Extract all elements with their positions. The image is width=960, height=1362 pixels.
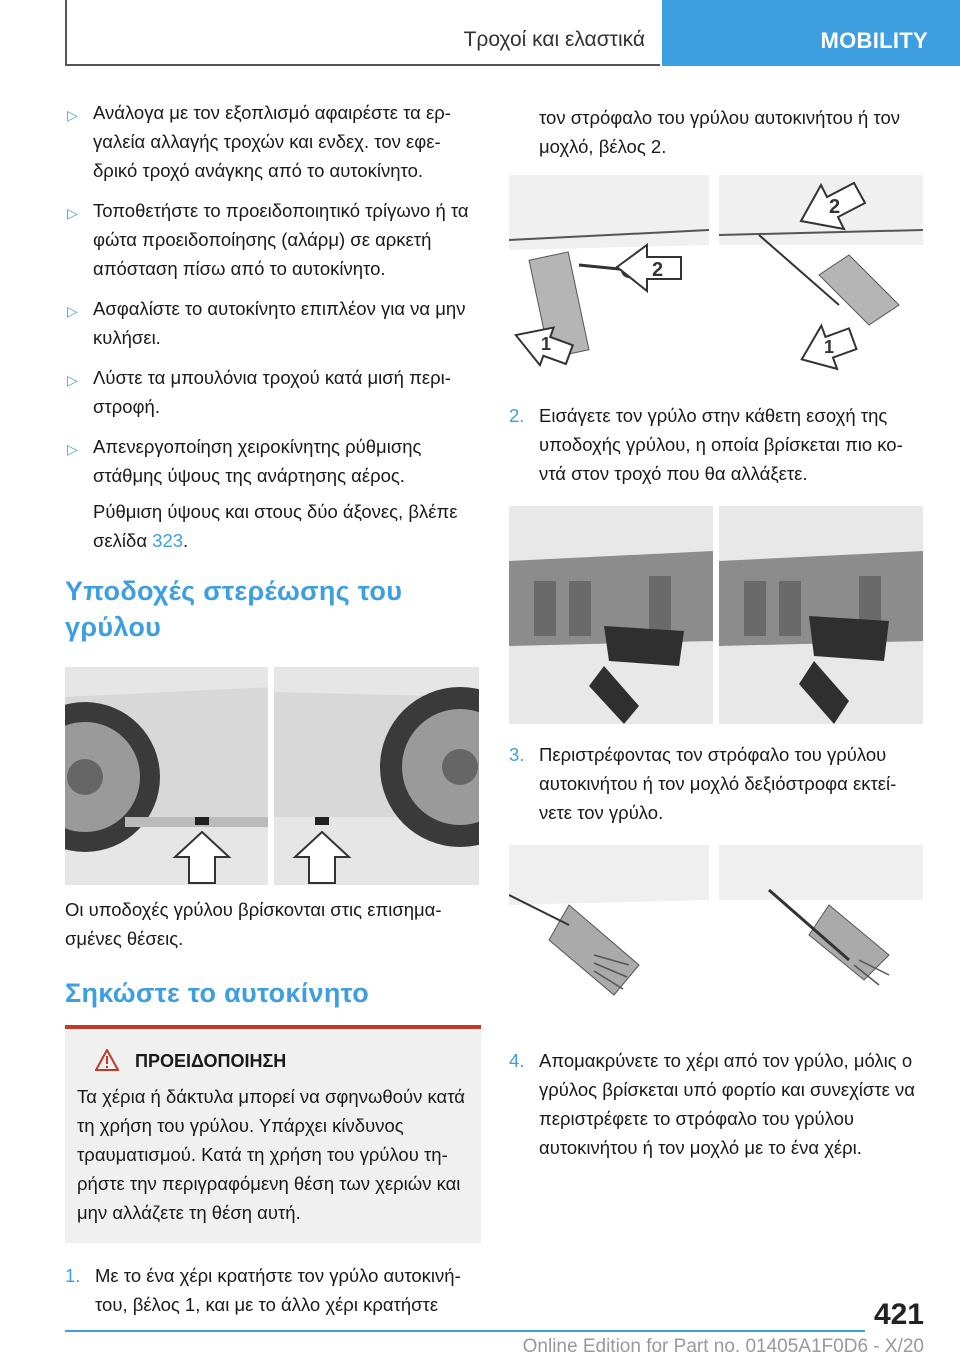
- see-page-note: Ρύθμιση ύψους και στους δύο άξονες, βλέπε σελίδα 323.: [93, 501, 458, 551]
- step-3: 3. Περιστρέφοντας τον στρόφαλο του γρύλου αυτοκινήτου ή τον μοχλό δεξιόστροφα εκτεί‐νετε τον γρύλο.: [509, 740, 925, 827]
- warning-text: Τα χέρια ή δάκτυλα μπορεί να σφηνωθούν κατά τη χρήση του γρύλου. Υπάρχει κίνδυνος τραυματισμού. Κατά τη χρήση του γρύλου τη‐ρήστε την περιγραφόμενη θέση των χεριών και μην αλλάζετε τη θέση αυτή.: [77, 1086, 465, 1223]
- bullet-triangle-icon: ▷: [67, 107, 78, 123]
- svg-text:2: 2: [829, 196, 841, 218]
- chapter-tab[interactable]: [662, 0, 960, 66]
- jack-extend-illustration: [509, 845, 923, 1030]
- chapter-tab-label: MOBILITY: [820, 28, 928, 53]
- heading-jack-points: Υποδοχές στερέωσης του γρύλου: [65, 576, 403, 642]
- left-column: [65, 98, 481, 1337]
- step-number: 4.: [509, 1050, 525, 1071]
- step-number: 2.: [509, 405, 525, 426]
- section-title: Τροχοί και ελαστικά: [463, 28, 645, 51]
- step-4: 4. Απομακρύνετε το χέρι από τον γρύλο, μόλις ο γρύλος βρίσκεται υπό φορτίο και συνεχίστε να περιστρέφετε το στρόφαλο του γρύλου αυτοκινήτου ή τον μοχλό με το ένα χέρι.: [509, 1046, 925, 1162]
- heading-lift-car: Σηκώστε το αυτοκίνητο: [65, 978, 370, 1008]
- jack-insert-illustration: [509, 506, 923, 724]
- right-column: [509, 103, 925, 1180]
- header-rule-horizontal: [65, 64, 660, 66]
- bullet-triangle-icon: ▷: [67, 441, 78, 457]
- warning-triangle-icon: [95, 1049, 119, 1071]
- edition-note: Online Edition for Part no. 01405A1F0D6 - X/20: [522, 1336, 924, 1357]
- bullet-triangle-icon: ▷: [67, 205, 78, 221]
- step-number: 3.: [509, 744, 525, 765]
- jack-arrows-illustration: [509, 175, 923, 385]
- step-1: 1. Με το ένα χέρι κρατήστε τον γρύλο αυτοκινή‐του, βέλος 1, και με το άλλο χέρι κρατήστε: [65, 1261, 481, 1319]
- footer-rule: [65, 1330, 865, 1332]
- page-header: [0, 0, 960, 66]
- svg-text:1: 1: [541, 334, 552, 354]
- step-2: 2. Εισάγετε τον γρύλο στην κάθετη εσοχή της υποδοχής γρύλου, η οποία βρίσκεται πιο κο‐ντά στον τροχό που θα αλλάξετε.: [509, 401, 925, 488]
- bullet-triangle-icon: ▷: [67, 372, 78, 388]
- svg-text:1: 1: [824, 337, 835, 357]
- list-item: ▷ Λύστε τα μπουλόνια τροχού κατά μισή περι‐στροφή.: [67, 367, 451, 417]
- page-link[interactable]: 323: [152, 530, 184, 551]
- step-1-continued: τον στρόφαλο του γρύλου αυτοκινήτου ή τον μοχλό, βέλος 2.: [539, 107, 901, 157]
- list-item: ▷ Τοποθετήστε το προειδοποιητικό τρίγωνο ή τα φώτα προειδοποίησης (αλάρμ) σε αρκετή απόσταση πίσω από το αυτοκίνητο.: [67, 200, 469, 279]
- bullet-triangle-icon: ▷: [67, 303, 78, 319]
- page-number: 421: [873, 1298, 924, 1331]
- list-item: ▷ Ασφαλίστε το αυτοκίνητο επιπλέον για να μην κυλήσει.: [67, 298, 466, 348]
- header-rule-vertical: [65, 0, 67, 66]
- jack-points-caption: Οι υποδοχές γρύλου βρίσκονται στις επισημα‐σμένες θέσεις.: [65, 899, 442, 949]
- warning-title: ΠΡΟΕΙΔΟΠΟΙΗΣΗ: [77, 1047, 469, 1076]
- list-item: ▷ Ανάλογα με τον εξοπλισμό αφαιρέστε τα ερ‐γαλεία αλλαγής τροχών και ενδεχ. τον εφε‐δρικό τροχό ανάγκης από το αυτοκίνητο.: [67, 102, 451, 181]
- step-number: 1.: [65, 1265, 81, 1286]
- svg-text:2: 2: [652, 259, 664, 281]
- jack-points-illustration: [65, 667, 479, 885]
- list-item: ▷ Απενεργοποίηση χειροκίνητης ρύθμισης στάθμης ύψους της ανάρτησης αέρος.: [67, 436, 422, 486]
- warning-box: [65, 1029, 481, 1243]
